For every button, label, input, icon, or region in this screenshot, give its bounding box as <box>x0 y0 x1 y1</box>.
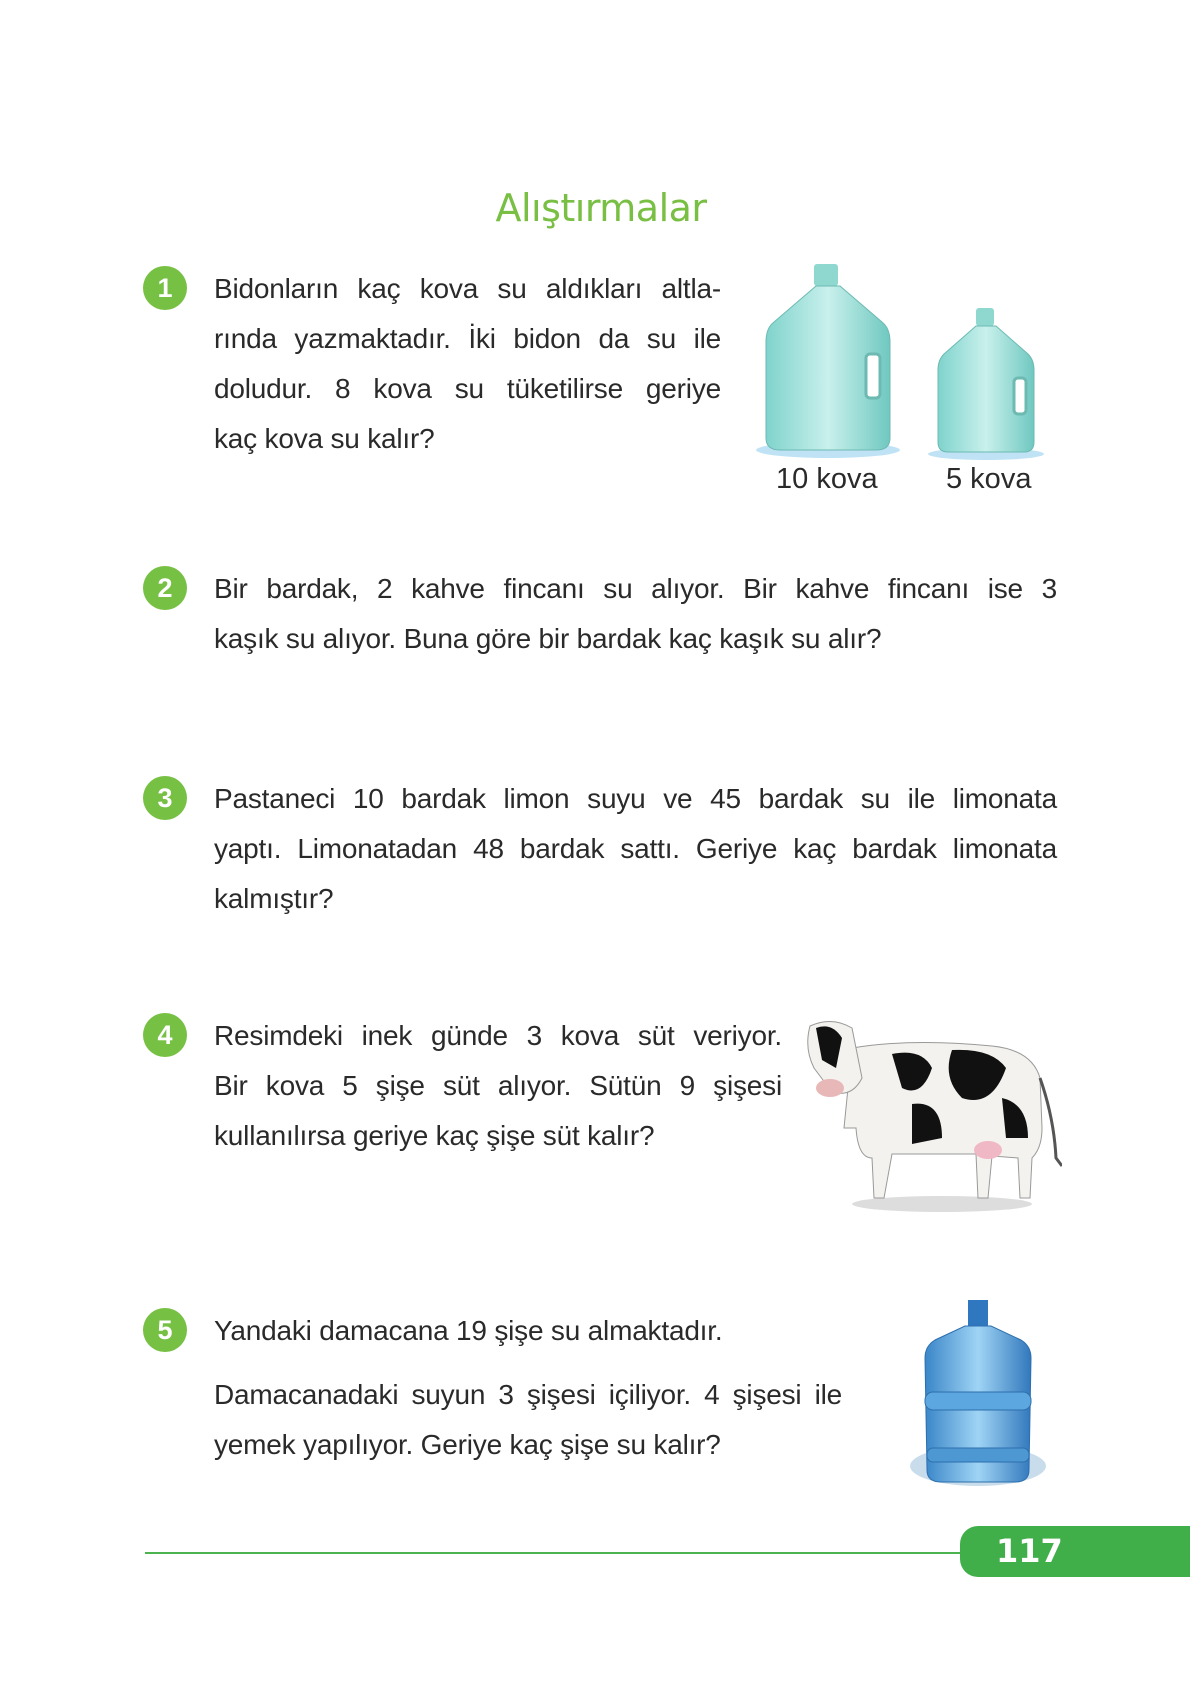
exercise-4-line: Resimdeki inek günde 3 kova süt veriyor. <box>214 1020 782 1051</box>
exercise-3-line: kalmıştır? <box>214 883 334 914</box>
exercise-1-line: doludur. 8 kova su tüketilirse geriye <box>214 373 721 404</box>
large-water-jug-image <box>752 262 904 462</box>
exercise-2-line: Bir bardak, 2 kahve fincanı su alıyor. Bir kahve fincanı ise 3 <box>214 573 1057 604</box>
exercise-3-line: yaptı. Limonatadan 48 bardak sattı. Geriye kaç bardak limonata <box>214 833 1057 864</box>
exercise-5-line: Damacanadaki suyun 3 şişesi içiliyor. 4 şişesi ile <box>214 1379 842 1410</box>
water-carboy-image <box>905 1300 1051 1492</box>
exercise-number-4: 4 <box>143 1013 187 1057</box>
exercise-1-line: kaç kova su kalır? <box>214 423 435 454</box>
exercise-4-line: kullanılırsa geriye kaç şişe süt kalır? <box>214 1120 655 1151</box>
exercise-number-2: 2 <box>143 566 187 610</box>
page-number: 117 <box>960 1526 1190 1577</box>
exercise-1-line: rında yazmaktadır. İki bidon da su ile <box>214 323 721 354</box>
exercise-1-line: Bidonların kaç kova su aldıkları altla- <box>214 273 721 304</box>
exercise-number-5: 5 <box>143 1308 187 1352</box>
small-jug-label: 5 kova <box>946 463 1032 495</box>
exercise-5-line: Yandaki damacana 19 şişe su almaktadır. <box>214 1315 723 1346</box>
exercise-2-line: kaşık su alıyor. Buna göre bir bardak kaç kaşık su alır? <box>214 623 882 654</box>
exercise-number-1: 1 <box>143 266 187 310</box>
footer-divider <box>145 1552 975 1554</box>
exercise-number-3: 3 <box>143 776 187 820</box>
page-title: Alıştırmalar <box>495 186 707 230</box>
small-water-jug-image <box>926 306 1048 462</box>
cow-image <box>792 1008 1062 1216</box>
exercise-3-line: Pastaneci 10 bardak limon suyu ve 45 bardak su ile limonata <box>214 783 1057 814</box>
exercise-5-line: yemek yapılıyor. Geriye kaç şişe su kalır? <box>214 1429 721 1460</box>
exercise-4-line: Bir kova 5 şişe süt alıyor. Sütün 9 şişesi <box>214 1070 782 1101</box>
large-jug-label: 10 kova <box>776 463 878 495</box>
